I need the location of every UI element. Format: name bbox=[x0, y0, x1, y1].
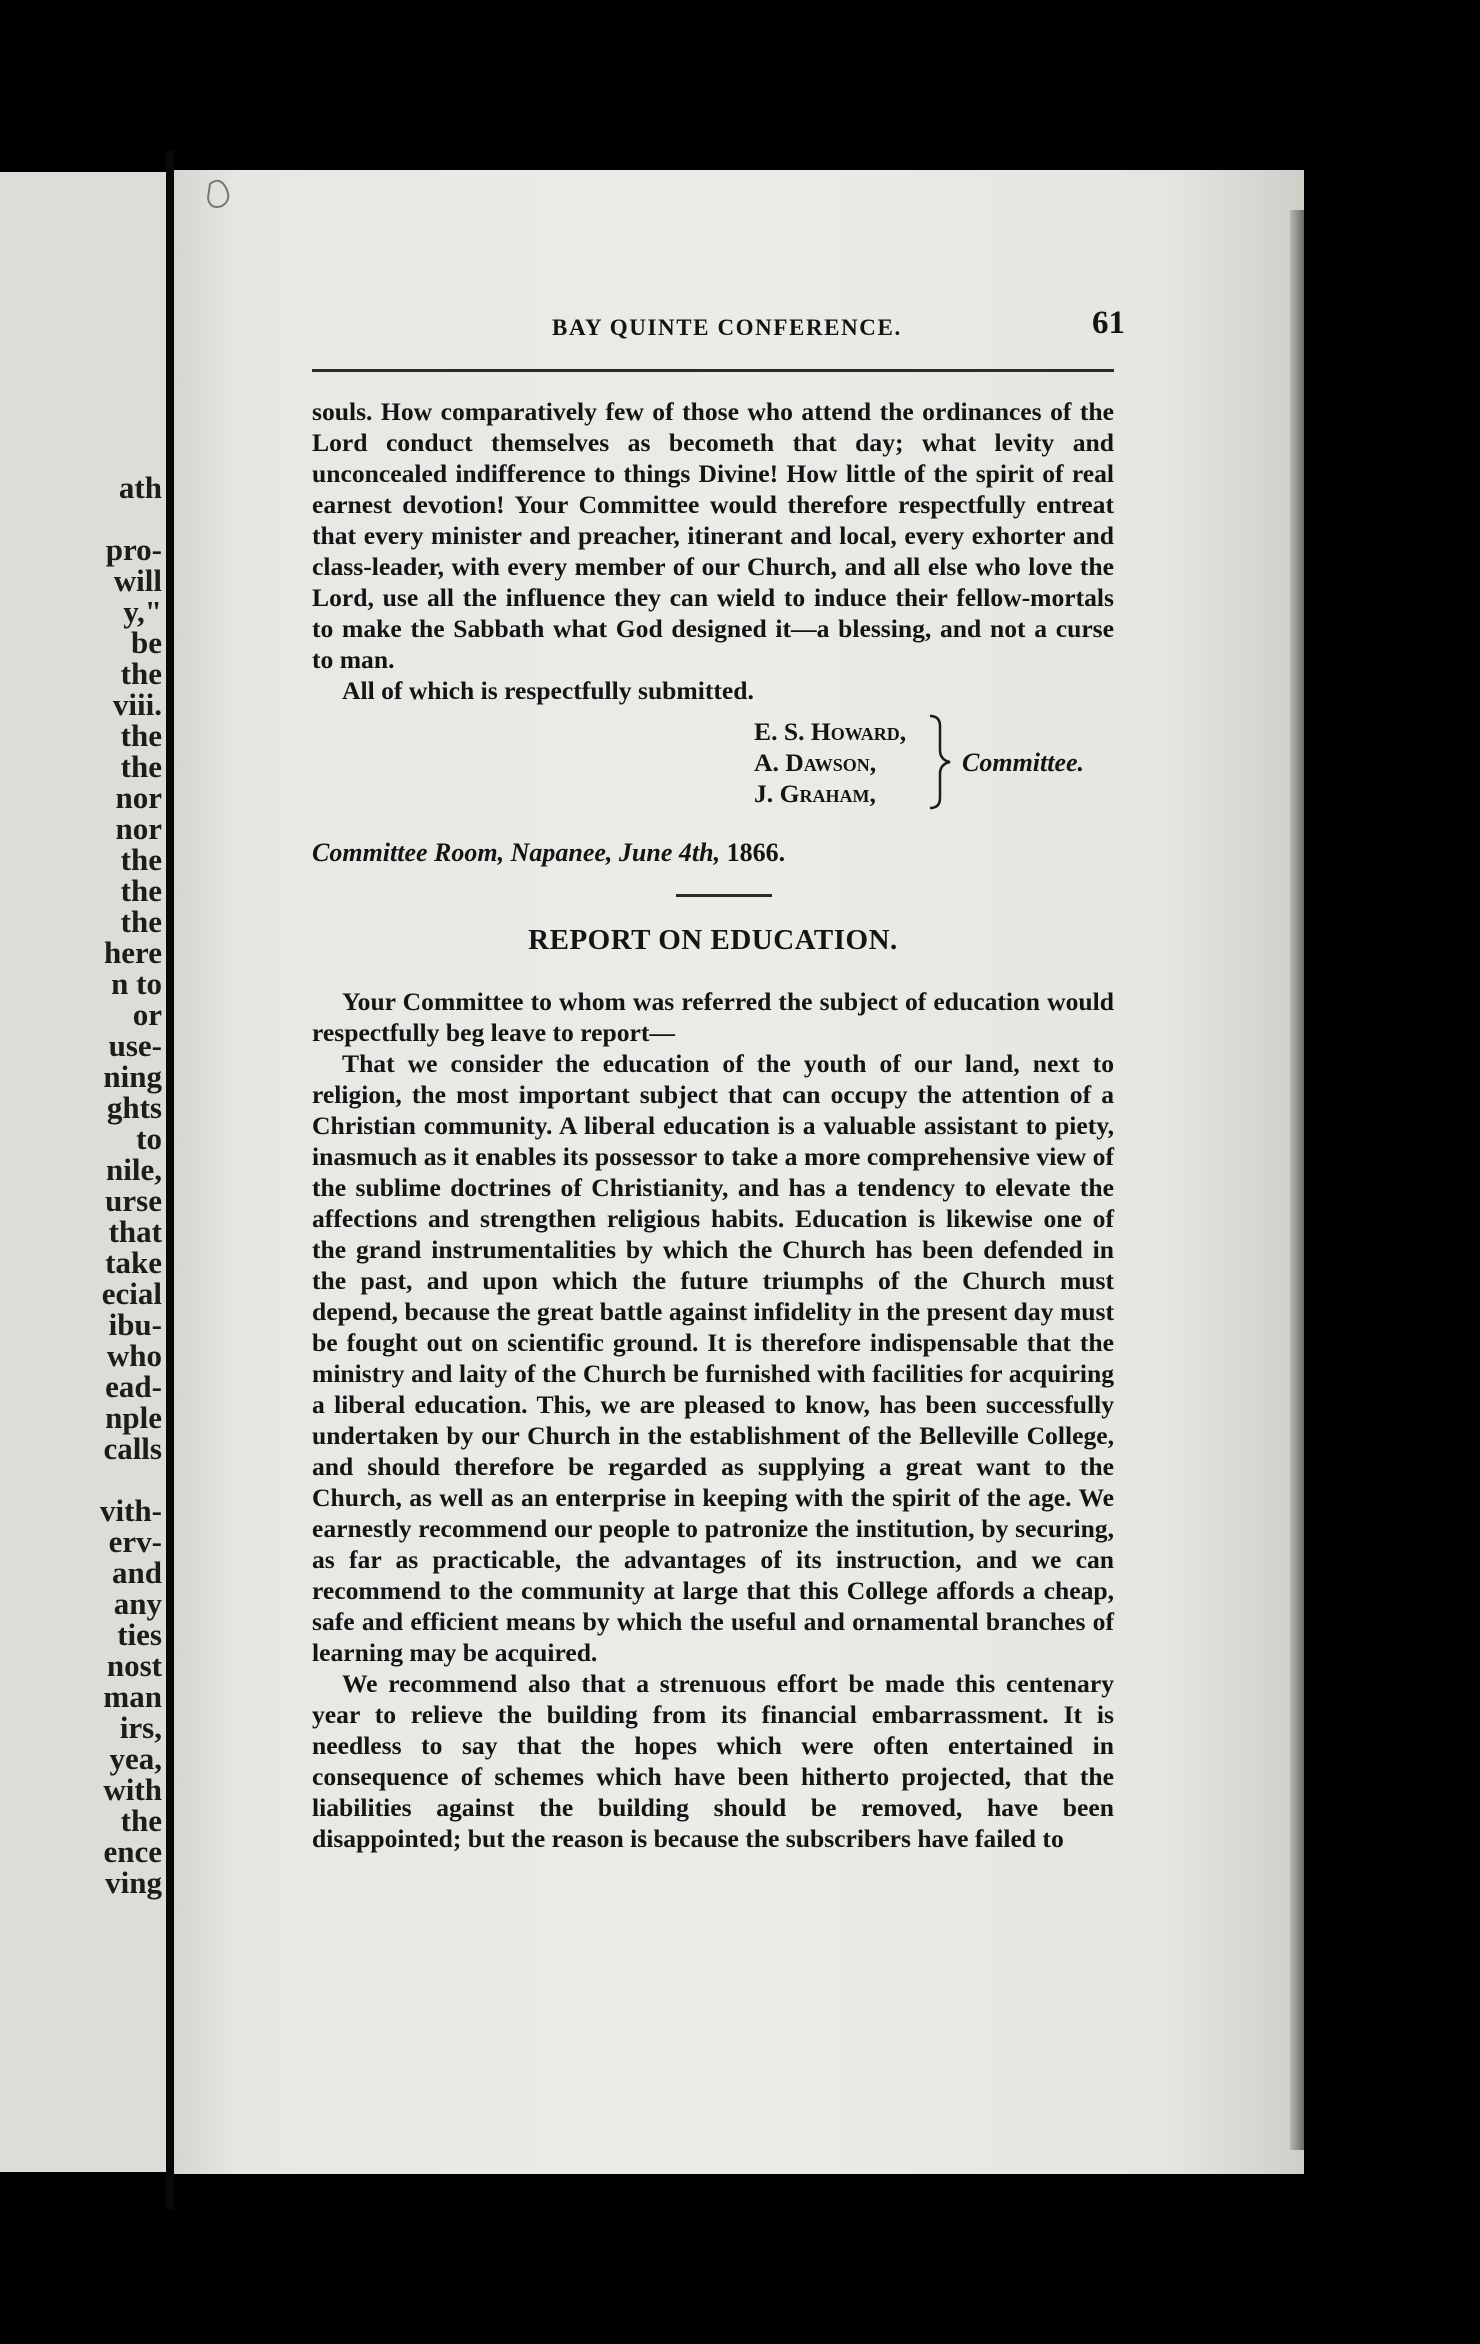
edge-line: or bbox=[132, 997, 162, 1032]
edge-line: pro- bbox=[105, 532, 162, 567]
edge-line: nor bbox=[115, 780, 162, 815]
signatory: A. Dawson, bbox=[754, 748, 877, 777]
education-report bbox=[312, 986, 1114, 1854]
edge-line: y," bbox=[123, 594, 162, 629]
edge-line: nple bbox=[105, 1400, 162, 1435]
closing-line: All of which is respectfully submitted. bbox=[342, 676, 754, 705]
edge-line bbox=[100, 503, 162, 534]
edge-line: ving bbox=[105, 1865, 162, 1900]
page-edge-shadow bbox=[1290, 210, 1304, 2150]
edge-line: who bbox=[106, 1338, 162, 1373]
signatory: E. S. Howard, bbox=[754, 717, 907, 746]
edge-line: man bbox=[103, 1679, 162, 1714]
edge-line: ead- bbox=[105, 1369, 162, 1404]
header-rule bbox=[312, 369, 1114, 372]
edge-line: ning bbox=[103, 1059, 162, 1094]
edge-line: the bbox=[120, 842, 162, 877]
edge-line: viii. bbox=[112, 687, 162, 722]
edge-line: ghts bbox=[106, 1090, 162, 1125]
edge-line bbox=[100, 1464, 162, 1495]
left-facing-page bbox=[0, 172, 166, 2172]
book-gutter bbox=[166, 150, 174, 2210]
edge-line: vith- bbox=[100, 1493, 162, 1528]
edge-line: irs, bbox=[119, 1710, 162, 1745]
edge-line: that bbox=[108, 1214, 162, 1249]
edge-line: ecial bbox=[101, 1276, 162, 1311]
edge-line: here bbox=[104, 935, 162, 970]
section-title: REPORT ON EDUCATION. bbox=[528, 924, 898, 956]
edge-line: calls bbox=[103, 1431, 162, 1466]
edge-line: take bbox=[105, 1245, 162, 1280]
edge-line: any bbox=[113, 1586, 162, 1621]
edge-line: the bbox=[120, 749, 162, 784]
sabbath-paragraph: souls. How comparatively few of those who attend the ordinances of the Lord conduct themselves as becometh that day; what levity and unconcealed indifference to things Divine! How little of the spirit of real earnest devotion! Your Committee would therefore respectfully entreat that every minister and preacher, itinerant and local, every exhorter and class-leader, with every member of our Church, and all else who love the Lord, use all the influence they can wield to induce their fellow-mortals to make the Sabbath what God designed it—a blessing, and not a curse to man. bbox=[312, 397, 1114, 674]
edge-line: n to bbox=[111, 966, 162, 1001]
report-paragraph: We recommend also that a strenuous effort be made this centenary year to relieve the building from its financial embarrassment. It is needless to say that the hopes which were often entertained in consequence of schemes which have been hitherto projected, that the liabilities against the building should be removed, have been disappointed; but the reason is because the subscribers have failed to bbox=[312, 1669, 1114, 1853]
edge-line: nost bbox=[106, 1648, 162, 1683]
report-paragraph: That we consider the education of the youth of our land, next to religion, the most important subject that can occupy the attention of a Christian community. A liberal education is a valuable assistant to piety, inasmuch as it enables its possessor to take a more comprehensive view of the sublime doctrines of Christianity, and has a tendency to elevate the affections and strengthen religious habits. Education is likewise one of the grand instrumentalities by which the Church has been defended in the past, and upon which the future triumphs of the Church must depend, because the great battle against infidelity in the present day must be fought out on scientific ground. It is therefore indispensable that the ministry and laity of the Church be furnished with facilities for acquiring a liberal education. This, we are pleased to know, has been successfully undertaken by our Church in the establishment of the Belleville College, and should therefore be regarded as supplying a great want to the Church, as well as an enterprise in keeping with the spirit of the age. We earnestly recommend our people to patronize the institution, by securing, as far as practicable, the advantages of its instruction, and we can recommend to the community at large that this College affords a cheap, safe and efficient means by which the useful and ornamental branches of learning may be acquired. bbox=[312, 1049, 1114, 1667]
signatory-list bbox=[754, 716, 906, 809]
edge-line: be bbox=[131, 625, 162, 660]
edge-line: yea, bbox=[109, 1741, 162, 1776]
edge-line: urse bbox=[105, 1183, 162, 1218]
committee-label: Committee. bbox=[962, 748, 1085, 777]
edge-line: erv- bbox=[108, 1524, 162, 1559]
committee-signature bbox=[754, 716, 1154, 816]
sabbath-report-continuation bbox=[312, 396, 1114, 706]
edge-line: ibu- bbox=[108, 1307, 162, 1342]
edge-line: ties bbox=[117, 1617, 162, 1652]
dateline-place: Committee Room, Napanee, June 4th, bbox=[312, 838, 721, 867]
edge-line: ence bbox=[103, 1834, 162, 1869]
page-header bbox=[174, 305, 1304, 355]
dateline-year: 1866. bbox=[726, 838, 786, 867]
edge-line: the bbox=[120, 656, 162, 691]
report-paragraph: Your Committee to whom was referred the subject of education would respectfully beg leave to report— bbox=[312, 987, 1114, 1047]
running-head: BAY QUINTE CONFERENCE. bbox=[552, 315, 902, 340]
edge-line: will bbox=[113, 563, 162, 598]
signatory: J. Graham, bbox=[754, 779, 876, 808]
edge-line: the bbox=[120, 718, 162, 753]
edge-line: ath bbox=[118, 470, 162, 505]
edge-line: nor bbox=[115, 811, 162, 846]
dateline bbox=[312, 838, 785, 868]
section-divider bbox=[676, 894, 772, 897]
edge-line: with bbox=[103, 1772, 162, 1807]
left-page-edge-text bbox=[100, 472, 162, 1898]
curly-brace-icon bbox=[924, 712, 964, 812]
page-number: 61 bbox=[1092, 305, 1125, 341]
book-page bbox=[174, 170, 1304, 2174]
edge-line: use- bbox=[108, 1028, 162, 1063]
edge-line: the bbox=[120, 873, 162, 908]
edge-line: and bbox=[112, 1555, 162, 1590]
edge-line: the bbox=[120, 1803, 162, 1838]
edge-line: nile, bbox=[106, 1152, 162, 1187]
edge-line: to bbox=[136, 1121, 162, 1156]
edge-line: the bbox=[120, 904, 162, 939]
